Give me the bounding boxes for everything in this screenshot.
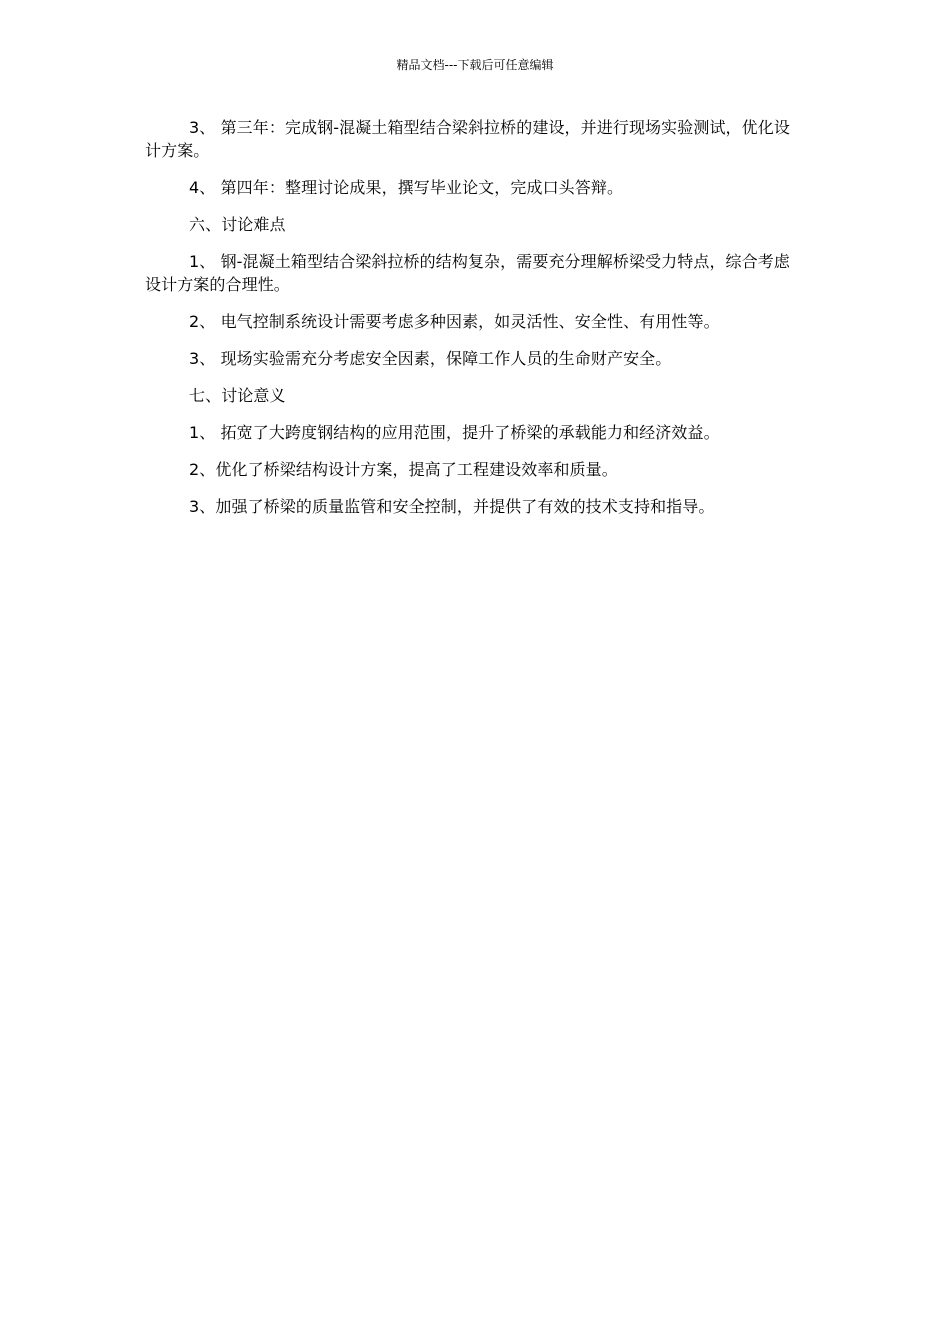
paragraph-difficulty-3: 3、 现场实验需充分考虑安全因素，保障工作人员的生命财产安全。: [189, 349, 672, 368]
paragraph-difficulty-1: 1、 钢-混凝土箱型结合梁斜拉桥的结构复杂，需要充分理解桥梁受力特点，综合考虑设计方案的合理性。: [145, 252, 790, 294]
section-heading-significance: 七、讨论意义: [189, 386, 286, 405]
section-heading-difficulties: 六、讨论难点: [189, 215, 286, 234]
page-header: 精品文档---下载后可任意编辑: [396, 58, 554, 72]
paragraph-difficulty-2: 2、 电气控制系统设计需要考虑多种因素，如灵活性、安全性、有用性等。: [189, 312, 720, 331]
paragraph-significance-2: 2、优化了桥梁结构设计方案，提高了工程建设效率和质量。: [189, 460, 618, 479]
paragraph-year-three: 3、 第三年：完成钢-混凝土箱型结合梁斜拉桥的建设，并进行现场实验测试，优化设计方案。: [145, 118, 790, 160]
paragraph-year-four: 4、 第四年：整理讨论成果，撰写毕业论文，完成口头答辩。: [189, 178, 624, 197]
paragraph-significance-1: 1、 拓宽了大跨度钢结构的应用范围，提升了桥梁的承载能力和经济效益。: [189, 423, 720, 442]
document-body: [145, 116, 797, 532]
paragraph-significance-3: 3、加强了桥梁的质量监管和安全控制，并提供了有效的技术支持和指导。: [189, 497, 715, 516]
